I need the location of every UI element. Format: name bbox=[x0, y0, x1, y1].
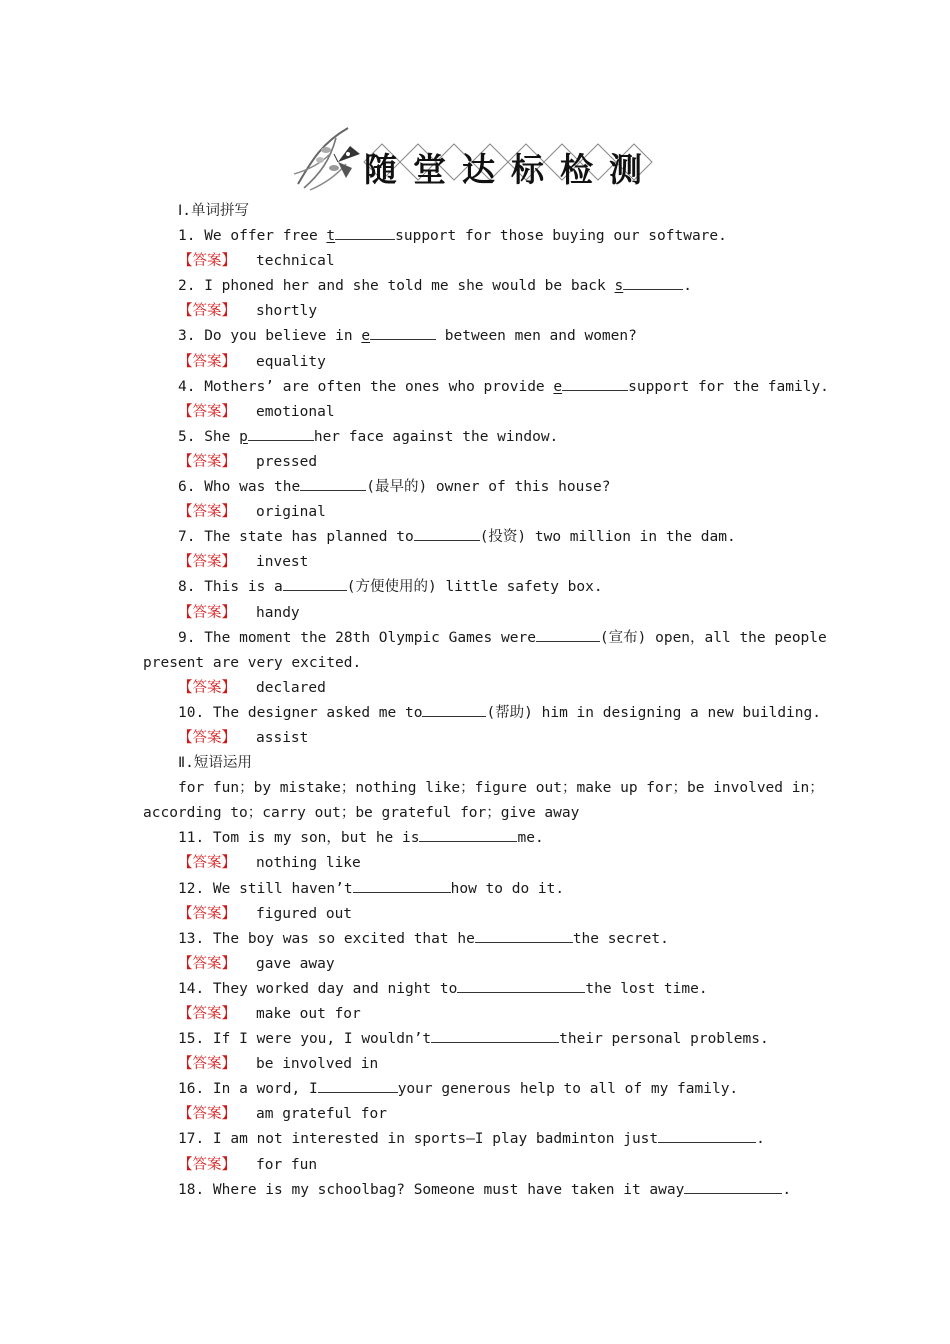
answer-5: 【答案】 pressed bbox=[178, 453, 318, 470]
answer-label: 【答案】 bbox=[178, 353, 236, 370]
question-18: 18. Where is my schoolbag? Someone must have taken it away . bbox=[0, 1178, 950, 1203]
answer-label: 【答案】 bbox=[178, 403, 236, 420]
answer-label: 【答案】 bbox=[178, 729, 236, 746]
answer-8: 【答案】 handy bbox=[178, 604, 300, 621]
answer-16: 【答案】 am grateful for bbox=[178, 1106, 387, 1123]
answer-label: 【答案】 bbox=[178, 253, 236, 270]
answer-label: 【答案】 bbox=[178, 604, 236, 621]
answer-7: 【答案】 invest bbox=[178, 554, 309, 571]
answer-15: 【答案】 be involved in bbox=[178, 1056, 379, 1073]
question-8: 8. This is a (方便使用的) little safety box. bbox=[0, 575, 950, 600]
answer-label: 【答案】 bbox=[178, 905, 236, 922]
section-heading: Ⅰ.单词拼写 bbox=[178, 203, 250, 219]
question-17: 17. I am not interested in sports—I play badminton just . bbox=[0, 1127, 950, 1152]
answer-17: 【答案】 for fun bbox=[178, 1156, 318, 1173]
question-15: 15. If I were you, I wouldn’t their personal problems. bbox=[0, 1027, 950, 1052]
answer-label: 【答案】 bbox=[178, 1106, 236, 1123]
question-3: 3. Do you believe in e between men and women? bbox=[0, 324, 950, 349]
question-1: 1. We offer free t support for those buying our software. bbox=[0, 224, 950, 249]
question-13: 13. The boy was so excited that he the secret. bbox=[0, 927, 950, 952]
answer-label: 【答案】 bbox=[178, 1156, 236, 1173]
exercise-content bbox=[0, 199, 950, 1203]
question-2: 2. I phoned her and she told me she would be back s . bbox=[0, 274, 950, 299]
answer-label: 【答案】 bbox=[178, 554, 236, 571]
question-7: 7. The state has planned to (投资) two million in the dam. bbox=[0, 525, 950, 550]
answer-3: 【答案】 equality bbox=[178, 353, 326, 370]
question-9: 9. The moment the 28th Olympic Games were (宣布) open，all the people bbox=[0, 626, 950, 651]
question-5: 5. She p her face against the window. bbox=[0, 425, 950, 450]
answer-10: 【答案】 assist bbox=[178, 729, 309, 746]
answer-label: 【答案】 bbox=[178, 1056, 236, 1073]
answer-11: 【答案】 nothing like bbox=[178, 855, 361, 872]
answer-6: 【答案】 original bbox=[178, 504, 326, 521]
answer-13: 【答案】 gave away bbox=[178, 955, 335, 972]
question-10: 10. The designer asked me to (帮助) him in designing a new building. bbox=[0, 701, 950, 726]
answer-9: 【答案】 declared bbox=[178, 679, 326, 696]
answer-12: 【答案】 figured out bbox=[178, 905, 353, 922]
question-4: 4. Mothers’ are often the ones who provide e support for the family. bbox=[0, 375, 950, 400]
page-title: 随堂达标检测 bbox=[364, 150, 658, 189]
answer-4: 【答案】 emotional bbox=[178, 403, 335, 420]
answer-label: 【答案】 bbox=[178, 504, 236, 521]
answer-1: 【答案】 technical bbox=[178, 253, 335, 270]
question-11: 11. Tom is my son，but he is me. bbox=[0, 826, 950, 851]
answer-label: 【答案】 bbox=[178, 679, 236, 696]
phrase-bank: for fun；by mistake；nothing like；figure out；make up for；be involved in； bbox=[178, 780, 824, 797]
question-14: 14. They worked day and night to the lost time. bbox=[0, 977, 950, 1002]
question-16: 16. In a word, I your generous help to all of my family. bbox=[0, 1077, 950, 1102]
phrase-bank-continued: according to；carry out；be grateful for；give away bbox=[143, 805, 580, 822]
answer-label: 【答案】 bbox=[178, 955, 236, 972]
answer-14: 【答案】 make out for bbox=[178, 1006, 361, 1022]
answer-label: 【答案】 bbox=[178, 1006, 236, 1022]
section-header bbox=[290, 124, 670, 196]
answer-label: 【答案】 bbox=[178, 453, 236, 470]
answer-2: 【答案】 shortly bbox=[178, 303, 318, 320]
answer-label: 【答案】 bbox=[178, 303, 236, 320]
question-9-continued: present are very excited. bbox=[143, 654, 362, 671]
section-heading: Ⅱ.短语运用 bbox=[178, 755, 252, 772]
question-12: 12. We still haven’t how to do it. bbox=[0, 877, 950, 902]
answer-label: 【答案】 bbox=[178, 855, 236, 872]
question-6: 6. Who was the (最早的) owner of this house? bbox=[0, 475, 950, 500]
